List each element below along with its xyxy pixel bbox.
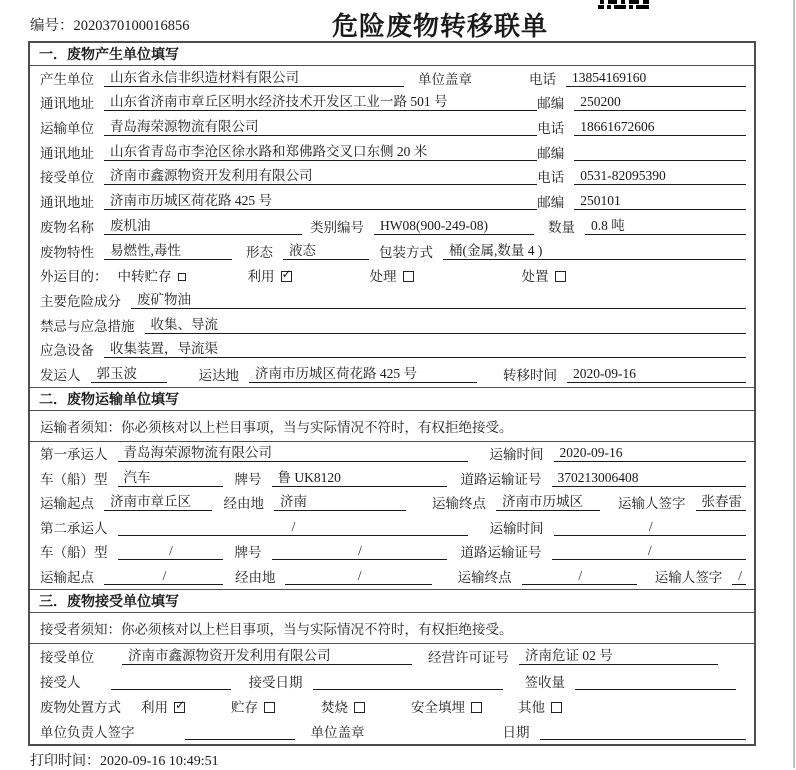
checkbox-transit-storage <box>178 273 186 281</box>
second-carrier-value: / <box>118 519 468 536</box>
section1-header: 一．废物产生单位填写 <box>30 43 754 66</box>
disposal-option-utilize <box>141 697 186 715</box>
checkbox-disposal-landfill <box>471 702 482 713</box>
row-route1 <box>30 491 754 516</box>
terminal2-label: 运输终点 <box>457 569 512 585</box>
receive-date-label: 接受日期 <box>248 674 303 690</box>
terminal1-label: 运输终点 <box>431 496 486 512</box>
row-consignor <box>30 362 754 387</box>
purpose-option-utilize <box>248 269 292 284</box>
road-permit2-label: 道路运输证号 <box>460 545 542 561</box>
carrier-sign1-label: 运输人签字 <box>618 496 686 512</box>
check-mark-icon: ✓ <box>281 267 292 282</box>
row-second-carrier <box>30 515 754 540</box>
origin2-label: 运输起点 <box>40 569 94 585</box>
row-transfer-purpose <box>30 264 754 289</box>
responsible-sign-value <box>185 724 295 740</box>
license-no-value: 济南危证 02 号 <box>519 648 718 665</box>
purpose-transit-label: 中转贮存 <box>117 269 172 285</box>
purpose-treat-label: 处理 <box>369 269 397 285</box>
terminal1-value: 济南市历城区 <box>496 494 600 511</box>
form-state-label: 形态 <box>246 244 273 260</box>
row-producer-unit <box>30 66 754 91</box>
vehicle-type2-value: / <box>118 543 223 560</box>
plate1-value: 鲁 UK8120 <box>272 470 447 487</box>
section-receiver <box>30 589 754 744</box>
receiver-notice: 接受者须知：你必须核对以上栏目事项，当与实际情况不符时，有权拒绝接受。 <box>30 613 754 644</box>
transporter-postcode-label: 邮编 <box>537 145 565 161</box>
quantity-value: 0.8 吨 <box>585 218 746 235</box>
row-transporter-address <box>30 140 754 165</box>
print-time <box>30 750 219 770</box>
disposal-utilize-label: 利用 <box>141 699 168 715</box>
row-vehicle2 <box>30 540 754 565</box>
manifest-number-label: 编号： <box>30 18 74 34</box>
section-producer <box>30 43 754 387</box>
row-transporter-unit <box>30 115 754 140</box>
producer-unit-value: 山东省永信非织造材料有限公司 <box>104 70 404 87</box>
carrier-sign2-label: 运输人签字 <box>654 569 723 585</box>
waste-trait-label: 废物特性 <box>40 244 94 260</box>
waste-name-value: 废机油 <box>104 218 302 235</box>
disposal-option-incinerate <box>321 700 365 715</box>
checkbox-disposal-storage <box>264 702 275 713</box>
vehicle-type2-label: 车（船）型 <box>40 545 108 561</box>
transporter-phone-value: 18661672606 <box>574 119 746 136</box>
transporter-unit-label: 运输单位 <box>40 121 94 137</box>
producer-postcode-label: 邮编 <box>537 96 565 112</box>
transfer-date-value: 2020-09-16 <box>567 366 746 383</box>
row-main-hazard <box>30 288 754 313</box>
checkbox-utilize-checked <box>281 267 292 282</box>
destination-label: 运达地 <box>198 367 239 383</box>
producer-phone-label: 电话 <box>529 71 556 87</box>
receiver-postcode-value: 250101 <box>574 193 746 210</box>
disposal-other-label: 其他 <box>518 699 545 715</box>
terminal2-value: / <box>522 568 637 585</box>
disposal-landfill-label: 安全填埋 <box>411 699 465 715</box>
carrier-sign2-value: / <box>732 568 746 585</box>
receiver-unit-value: 济南市鑫源物资开发利用有限公司 <box>104 168 537 185</box>
road-permit1-value: 370213006408 <box>552 470 747 487</box>
via1-label: 经由地 <box>223 496 265 512</box>
quantity-label: 数量 <box>548 219 575 235</box>
row-vehicle1 <box>30 466 754 491</box>
checkbox-dispose <box>555 271 566 282</box>
disposal-option-storage <box>231 700 275 715</box>
page-edge-line <box>793 0 795 768</box>
row-producer-address <box>30 91 754 116</box>
manifest-number-value: 2020370100016856 <box>73 18 190 34</box>
origin2-value: / <box>104 568 223 585</box>
row-first-carrier <box>30 442 754 467</box>
origin1-value: 济南市章丘区 <box>104 494 212 511</box>
consignor-value: 郭玉波 <box>91 366 167 383</box>
producer-postcode-value: 250200 <box>574 94 746 111</box>
row-disposal-method <box>30 694 754 719</box>
transport-time1-label: 运输时间 <box>489 447 544 463</box>
row-receiver-address <box>30 189 754 214</box>
responsible-sign-label: 单位负责人签字 <box>40 724 135 740</box>
road-permit2-value: / <box>552 543 747 560</box>
section3-header: 三．废物接受单位填写 <box>30 589 754 613</box>
receive-person-label: 接受人 <box>40 674 81 690</box>
row-contraindication <box>30 313 754 338</box>
disposal-option-landfill <box>411 700 482 715</box>
contraindication-label: 禁忌与应急措施 <box>40 318 135 334</box>
purpose-option-treat <box>370 269 414 284</box>
receiver-unit-label: 接受单位 <box>40 170 94 186</box>
date-value <box>540 724 747 740</box>
transporter-address-value: 山东省青岛市李沧区徐水路和郑佛路交叉口东侧 20 米 <box>104 144 537 161</box>
first-carrier-label: 第一承运人 <box>40 447 108 463</box>
transfer-date-label: 转移时间 <box>503 367 557 383</box>
checkbox-treat <box>403 271 414 282</box>
transfer-purpose-label: 外运目的： <box>40 269 108 285</box>
checkbox-disposal-other <box>551 702 562 713</box>
plate1-label: 牌号 <box>234 471 262 487</box>
transport-time2-label: 运输时间 <box>489 520 544 536</box>
row-receiver-unit <box>30 165 754 190</box>
transport-time2-value: / <box>554 519 747 536</box>
emergency-equipment-label: 应急设备 <box>40 343 94 359</box>
waste-name-label: 废物名称 <box>40 219 94 235</box>
print-time-label: 打印时间： <box>30 754 100 769</box>
emergency-equipment-value: 收集装置，导流渠 <box>104 341 746 358</box>
row-route2 <box>30 564 754 589</box>
disposal-incinerate-label: 焚烧 <box>321 699 348 715</box>
vehicle-type1-value: 汽车 <box>118 470 223 487</box>
transporter-notice: 运输者须知：你必须核对以上栏目事项，当与实际情况不符时，有权拒绝接受。 <box>30 411 754 442</box>
purpose-dispose-label: 处置 <box>521 269 549 285</box>
transport-time1-value: 2020-09-16 <box>554 445 747 462</box>
receiver-address-label: 通讯地址 <box>40 195 94 211</box>
row-responsible-sign <box>30 719 754 744</box>
receipt-qty-value <box>575 674 736 690</box>
producer-address-value: 山东省济南市章丘区明水经济技术开发区工业一路 501 号 <box>104 94 537 111</box>
license-no-label: 经营许可证号 <box>428 649 509 665</box>
receive-unit-value: 济南市鑫源物资开发利用有限公司 <box>122 648 412 665</box>
category-code-label: 类别编号 <box>310 219 364 235</box>
producer-address-label: 通讯地址 <box>40 96 94 112</box>
form-state-value: 液态 <box>283 243 369 260</box>
purpose-option-transit <box>118 269 186 284</box>
disposal-storage-label: 贮存 <box>231 699 258 715</box>
vehicle-type1-label: 车（船）型 <box>40 471 108 487</box>
checkbox-disposal-incinerate <box>354 702 365 713</box>
origin1-label: 运输起点 <box>40 496 94 512</box>
plate2-value: / <box>272 543 447 560</box>
carrier-sign1-value: 张春雷 <box>696 494 747 511</box>
waste-trait-value: 易燃性,毒性 <box>104 243 232 260</box>
manifest-number <box>30 14 190 35</box>
disposal-method-label: 废物处置方式 <box>40 699 121 715</box>
main-hazard-label: 主要危险成分 <box>40 293 121 309</box>
unit-seal-label: 单位盖章 <box>418 71 472 87</box>
row-waste-name <box>30 214 754 239</box>
receiver-phone-label: 电话 <box>537 170 565 186</box>
print-time-value: 2020-09-16 10:49:51 <box>100 754 219 769</box>
receiver-address-value: 济南市历城区荷花路 425 号 <box>104 193 537 210</box>
transporter-unit-value: 青岛海荣源物流有限公司 <box>104 119 537 136</box>
row-emergency-equipment <box>30 338 754 363</box>
row-receive-unit <box>30 644 754 669</box>
via2-label: 经由地 <box>234 569 276 585</box>
check-mark-icon: ✓ <box>175 697 186 712</box>
section-transporter <box>30 387 754 589</box>
first-carrier-value: 青岛海荣源物流有限公司 <box>118 445 468 462</box>
manifest-form <box>28 41 756 746</box>
receiver-phone-value: 0531-82095390 <box>574 168 746 185</box>
unit-seal2-label: 单位盖章 <box>310 724 365 740</box>
row-waste-trait <box>30 239 754 264</box>
page-title: 危险废物转移联单 <box>332 11 549 41</box>
receive-person-value <box>111 674 231 690</box>
qr-code-fragment <box>598 0 652 10</box>
checkbox-disposal-utilize-checked <box>174 697 186 713</box>
packing-label: 包装方式 <box>379 244 433 260</box>
date-label: 日期 <box>502 724 530 740</box>
transporter-address-label: 通讯地址 <box>40 145 94 161</box>
receiver-postcode-label: 邮编 <box>537 195 565 211</box>
receive-unit-label: 接受单位 <box>40 649 94 665</box>
receipt-qty-label: 签收量 <box>524 674 565 690</box>
producer-phone-value: 13854169160 <box>566 70 746 87</box>
destination-value: 济南市历城区荷花路 425 号 <box>249 366 477 383</box>
transporter-phone-label: 电话 <box>537 121 565 137</box>
plate2-label: 牌号 <box>234 545 262 561</box>
purpose-utilize-label: 利用 <box>247 269 275 285</box>
category-code-value: HW08(900-249-08) <box>374 218 534 235</box>
consignor-label: 发运人 <box>40 367 81 383</box>
main-hazard-value: 废矿物油 <box>131 292 746 309</box>
disposal-option-other <box>518 700 562 715</box>
packing-value: 桶(金属,数量 4 ) <box>443 243 746 260</box>
via1-value: 济南 <box>274 494 406 511</box>
section2-header: 二．废物运输单位填写 <box>30 387 754 411</box>
receive-date-value <box>313 674 503 690</box>
purpose-option-dispose <box>522 269 566 284</box>
road-permit1-label: 道路运输证号 <box>460 471 542 487</box>
second-carrier-label: 第二承运人 <box>40 520 108 536</box>
producer-unit-label: 产生单位 <box>40 71 94 87</box>
contraindication-value: 收集、导流 <box>145 317 747 334</box>
via2-value: / <box>285 568 431 585</box>
transporter-postcode-value <box>574 145 746 161</box>
row-receive-person <box>30 669 754 694</box>
